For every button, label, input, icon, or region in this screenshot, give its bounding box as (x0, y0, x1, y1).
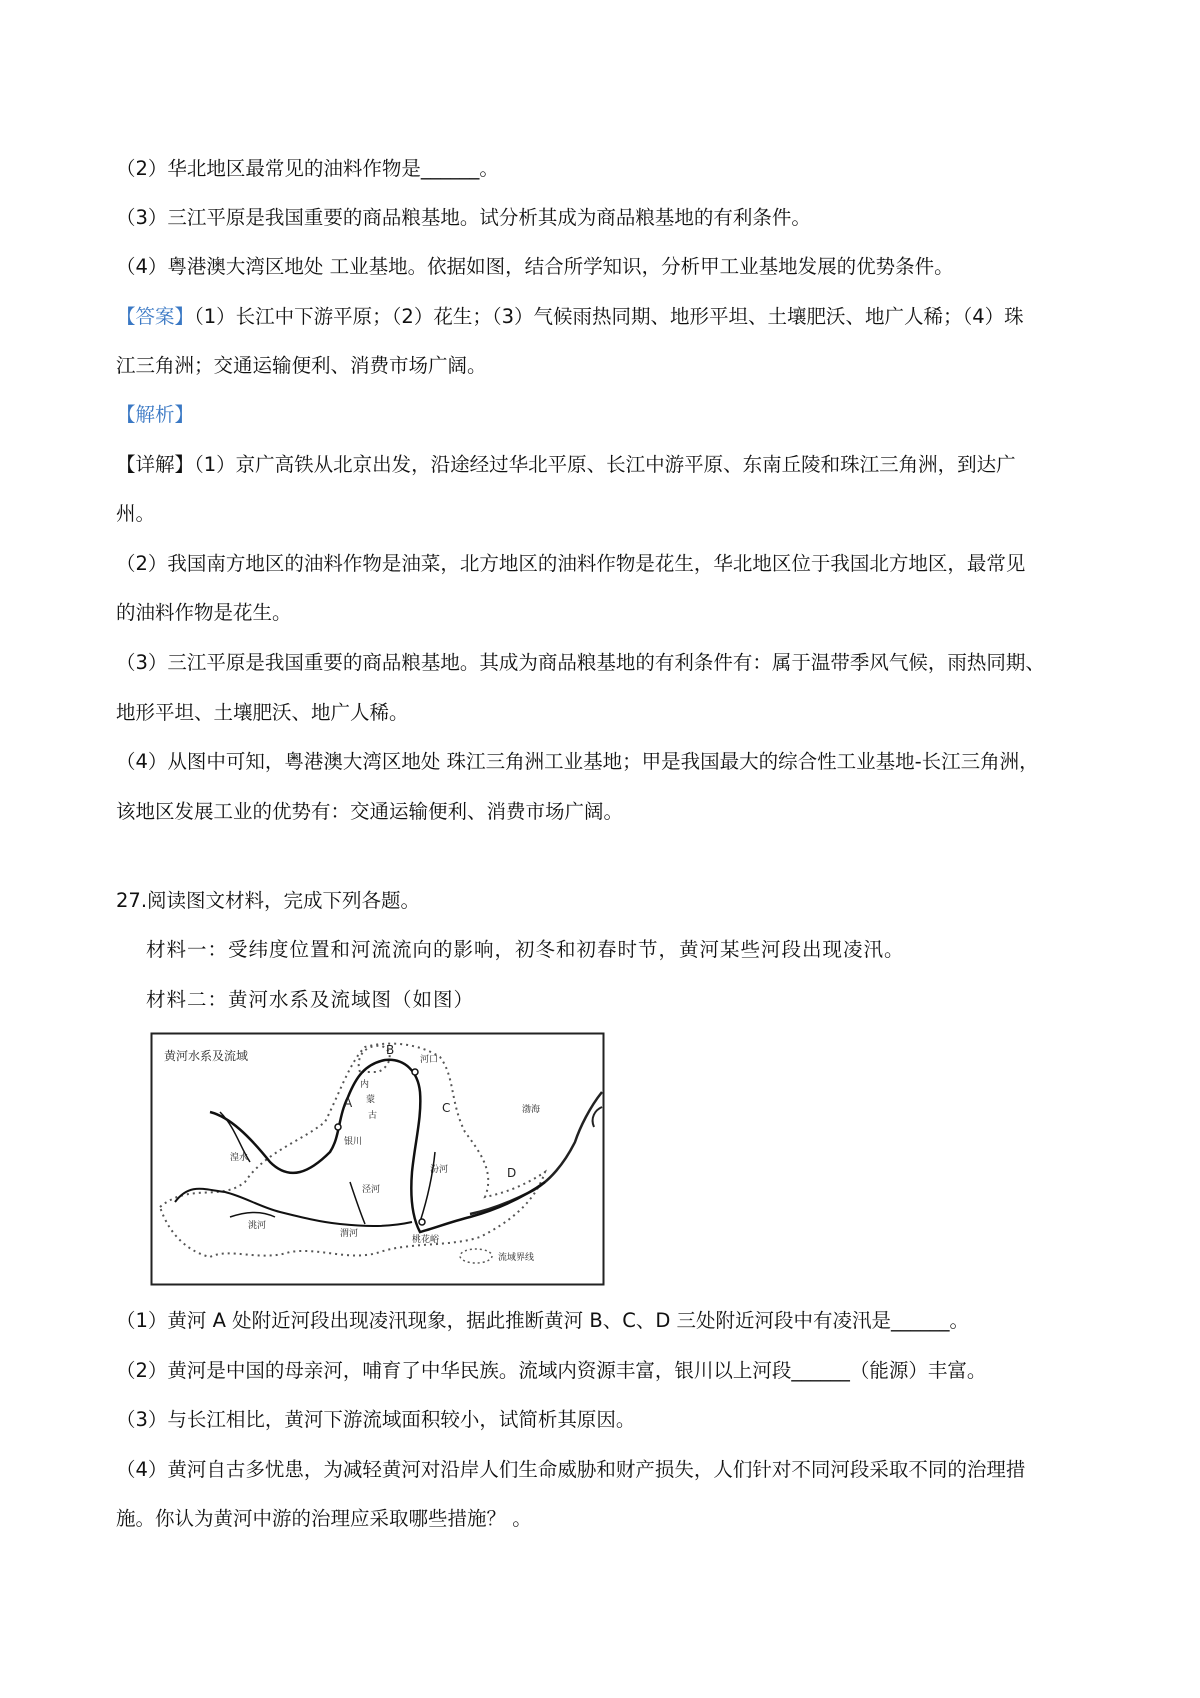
detail-1a: 【详解】（1）京广高铁从北京出发，沿途经过华北平原、长江中游平原、东南丘陵和珠江三角洲，到达广 (116, 453, 1016, 476)
label-hekou: 河口 (420, 1055, 439, 1065)
label-bohai: 渤海 (522, 1105, 541, 1115)
label-weihe: 渭河 (340, 1229, 359, 1239)
detail-1b: 州。 (116, 502, 156, 525)
map-frame (152, 1034, 604, 1285)
label-jinghe: 泾河 (362, 1185, 381, 1195)
q27-part-1: （1）黄河 A 处附近河段出现凌汛现象，据此推断黄河 B、C、D 三处附近河段中有凌汛是______。 (116, 1309, 970, 1332)
yinchuan-dot (335, 1124, 341, 1130)
answer-tag: 【答案】 (116, 305, 195, 328)
label-a: A (344, 1096, 353, 1110)
answer-line-1 (116, 304, 1096, 330)
prev-question-3: （3）三江平原是我国重要的商品粮基地。试分析其成为商品粮基地的有利条件。 (116, 206, 811, 229)
question-27-stem: 27.阅读图文材料，完成下列各题。 (116, 889, 421, 912)
yellow-river-map (150, 1032, 605, 1286)
material-1: 材料一：受纬度位置和河流流向的影响，初冬和初春时节，黄河某些河段出现凌汛。 (146, 938, 905, 961)
detail-2a: （2）我国南方地区的油料作物是油菜，北方地区的油料作物是花生，华北地区位于我国北方地区，最常见 (116, 552, 1026, 575)
detail-4a: （4）从图中可知，粤港澳大湾区地处 珠江三角洲工业基地；甲是我国最大的综合性工业基地-长江三角洲， (116, 750, 1039, 773)
label-huangshui: 湟水 (230, 1153, 249, 1163)
label-meng: 蒙 (366, 1095, 376, 1105)
label-fenhe: 汾河 (430, 1165, 449, 1175)
label-taohe: 洮河 (248, 1221, 267, 1231)
prev-question-4: （4）粤港澳大湾区地处 工业基地。依据如图，结合所学知识，分析甲工业基地发展的优势条件。 (116, 255, 954, 278)
taohuayu-dot (419, 1219, 425, 1225)
detail-4b: 该地区发展工业的优势有：交通运输便利、消费市场广阔。 (116, 800, 624, 823)
analysis-tag: 【解析】 (116, 403, 195, 426)
q27-part-3: （3）与长江相比，黄河下游流域面积较小，试简析其原因。 (116, 1408, 636, 1431)
hekou-dot (412, 1069, 418, 1075)
label-d: D (507, 1166, 517, 1180)
prev-question-2: （2）华北地区最常见的油料作物是______。 (116, 157, 499, 180)
map-title: 黄河水系及流域 (164, 1049, 249, 1063)
q27-part-4a: （4）黄河自古多忧患，为减轻黄河对沿岸人们生命威胁和财产损失，人们针对不同河段采取不同的治理措 (116, 1458, 1026, 1481)
label-yinchuan: 银川 (344, 1137, 363, 1147)
label-nei: 内 (360, 1080, 370, 1090)
detail-2b: 的油料作物是花生。 (116, 601, 292, 624)
label-taohuayu: 桃花峪 (412, 1235, 440, 1245)
label-gu: 古 (368, 1111, 378, 1121)
q27-part-4b: 施。你认为黄河中游的治理应采取哪些措施？ 。 (116, 1507, 532, 1530)
label-c: C (442, 1101, 451, 1115)
answer-text-1: （1）长江中下游平原；（2）花生；（3）气候雨热同期、地形平坦、土壤肥沃、地广人稀；（4）珠 (194, 305, 1024, 328)
answer-line-2: 江三角洲；交通运输便利、消费市场广阔。 (116, 354, 487, 377)
q27-part-2: （2）黄河是中国的母亲河，哺育了中华民族。流域内资源丰富，银川以上河段______（能源）丰富。 (116, 1359, 987, 1382)
detail-3a: （3）三江平原是我国重要的商品粮基地。其成为商品粮基地的有利条件有：属于温带季风气候，雨热同期、 (116, 651, 1045, 674)
material-2: 材料二：黄河水系及流域图（如图） (146, 988, 475, 1011)
detail-3b: 地形平坦、土壤肥沃、地广人稀。 (116, 701, 409, 724)
legend-label: 流域界线 (498, 1253, 535, 1263)
yellow-river-map-svg (150, 1032, 605, 1286)
label-b: B (386, 1043, 395, 1057)
